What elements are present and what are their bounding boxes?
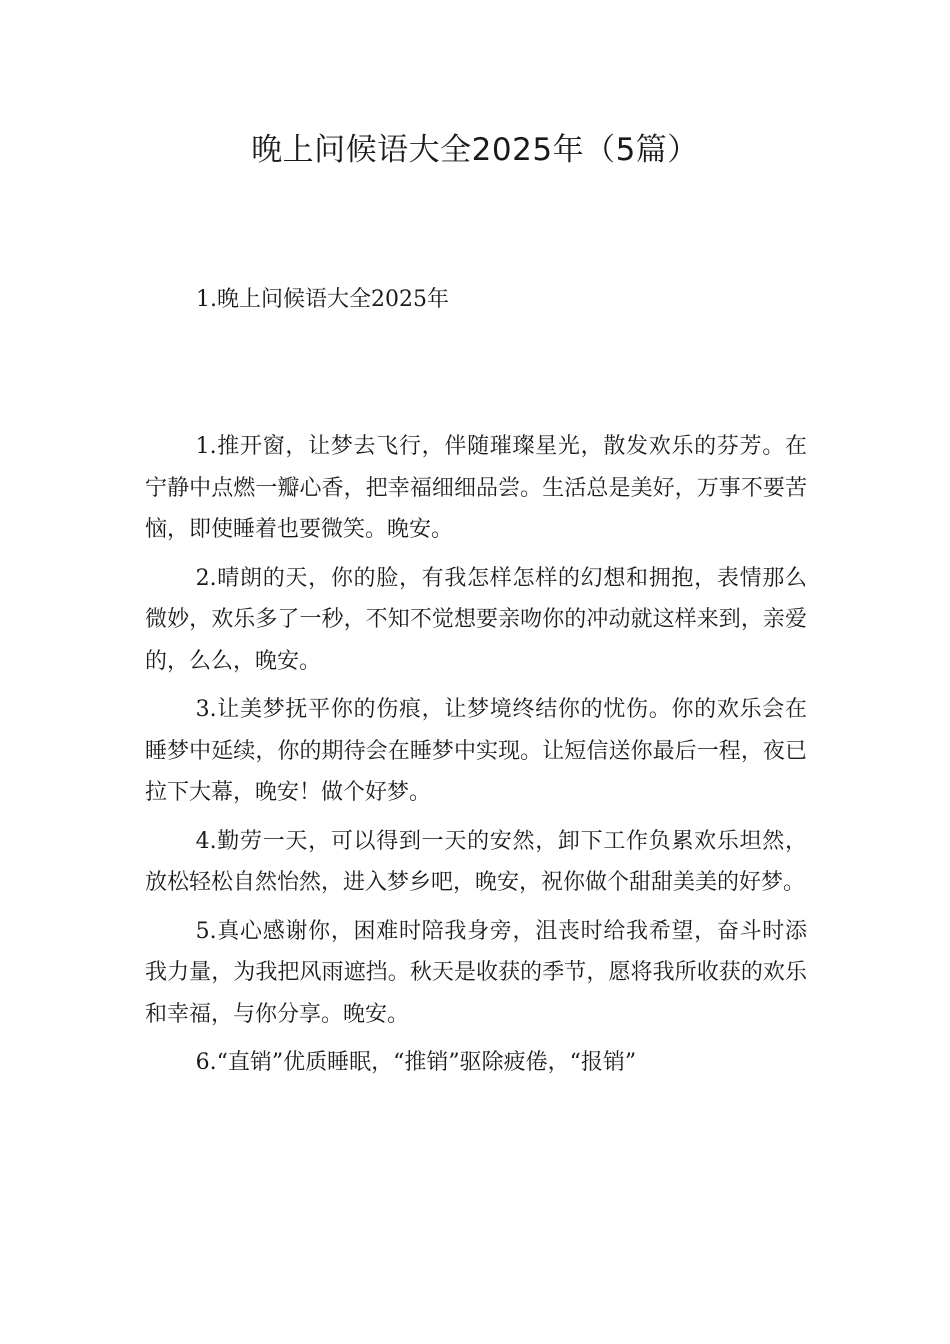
document-title: 晚上问候语大全2025年（5篇）: [251, 132, 699, 168]
paragraph-5: 5.真心感谢你，困难时陪我身旁，沮丧时给我希望，奋斗时添我力量，为我把风雨遮挡。秋天是收获的季节，愿将我所收获的欢乐和幸福，与你分享。晚安。: [145, 918, 807, 1027]
paragraph-6: 6.“直销”优质睡眠，“推销”驱除疲倦，“报销”: [195, 1050, 637, 1075]
paragraph-4: 4.勤劳一天，可以得到一天的安然，卸下工作负累欢乐坦然，放松轻松自然怡然，进入梦乡吧，晚安，祝你做个甜甜美美的好梦。: [145, 828, 807, 895]
paragraph-2: 2.晴朗的天，你的脸，有我怎样怎样的幻想和拥抱，表情那么微妙，欢乐多了一秒，不知不觉想要亲吻你的冲动就这样来到，亲爱的，么么，晚安。: [145, 565, 807, 674]
paragraph-3: 3.让美梦抚平你的伤痕，让梦境终结你的忧伤。你的欢乐会在睡梦中延续，你的期待会在睡梦中实现。让短信送你最后一程，夜已拉下大幕，晚安！做个好梦。: [145, 697, 807, 805]
section-heading: 1.晚上问候语大全2025年: [196, 287, 449, 312]
paragraph-1: 1.推开窗，让梦去飞行，伴随璀璨星光，散发欢乐的芬芳。在宁静中点燃一瓣心香，把幸福细细品尝。生活总是美好，万事不要苦恼，即使睡着也要微笑。晚安。: [145, 434, 807, 542]
document-body: [145, 426, 807, 1091]
